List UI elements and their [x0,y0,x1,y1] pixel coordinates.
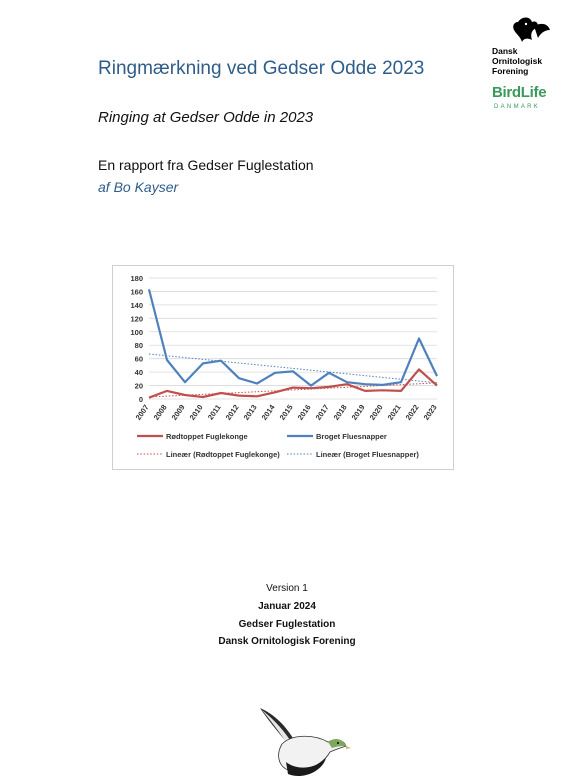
x-tick-label: 2007 [133,402,151,422]
x-tick-label: 2017 [313,402,331,422]
birdlife-wordmark: BirdLife [492,84,547,101]
report-line: En rapport fra Gedser Fuglestation [98,157,314,173]
footer-station: Gedser Fuglestation [238,619,336,630]
y-tick-label: 80 [134,341,143,351]
y-tick-label: 100 [130,327,143,337]
footer-version: Version 1 [266,583,308,594]
series-line-blue [149,289,437,385]
x-tick-label: 2023 [421,402,439,422]
chart-svg [113,266,453,469]
x-tick-label: 2018 [331,402,349,422]
x-tick-label: 2016 [295,402,313,422]
footer-organisation: Dansk Ornitologisk Forening [218,636,356,647]
x-tick-label: 2010 [187,402,205,422]
y-tick-label: 180 [130,274,143,283]
x-tick-label: 2012 [223,402,241,422]
y-tick-label: 0 [138,395,143,404]
eider-duck-illustration-icon [252,700,352,783]
y-tick-label: 20 [134,381,143,391]
x-tick-label: 2022 [403,402,421,422]
document-subtitle: Ringing at Gedser Odde in 2023 [98,109,314,126]
x-tick-label: 2020 [367,402,385,422]
y-tick-label: 120 [130,314,143,324]
x-tick-label: 2008 [151,402,169,422]
x-tick-label: 2011 [205,402,223,422]
ringing-chart [112,265,454,470]
legend-label: Rødtoppet Fuglekonge [166,432,248,441]
y-tick-label: 140 [130,300,143,310]
birdlife-subtext: DANMARK [494,104,541,110]
document-title: Ringmærkning ved Gedser Odde 2023 [98,58,425,79]
dof-line-3: Forening [492,66,529,76]
legend-label: Lineær (Rødtoppet Fuglekonge) [166,450,280,459]
x-tick-label: 2013 [241,402,259,422]
x-tick-label: 2021 [385,402,403,422]
y-tick-label: 60 [134,354,143,364]
dof-line-2: Ornitologisk [492,56,543,66]
x-tick-label: 2019 [349,402,367,422]
x-tick-label: 2009 [169,402,187,422]
legend-label: Broget Fluesnapper [316,432,387,441]
x-tick-label: 2015 [277,402,295,422]
author-line: af Bo Kayser [98,179,179,195]
footer-date: Januar 2024 [258,601,316,612]
dof-wordmark [492,46,542,76]
y-tick-label: 40 [134,368,143,378]
x-tick-label: 2014 [259,402,277,422]
dof-line-1: Dansk [492,46,518,56]
legend-label: Lineær (Broget Fluesnapper) [316,450,419,459]
y-tick-label: 160 [130,287,143,297]
